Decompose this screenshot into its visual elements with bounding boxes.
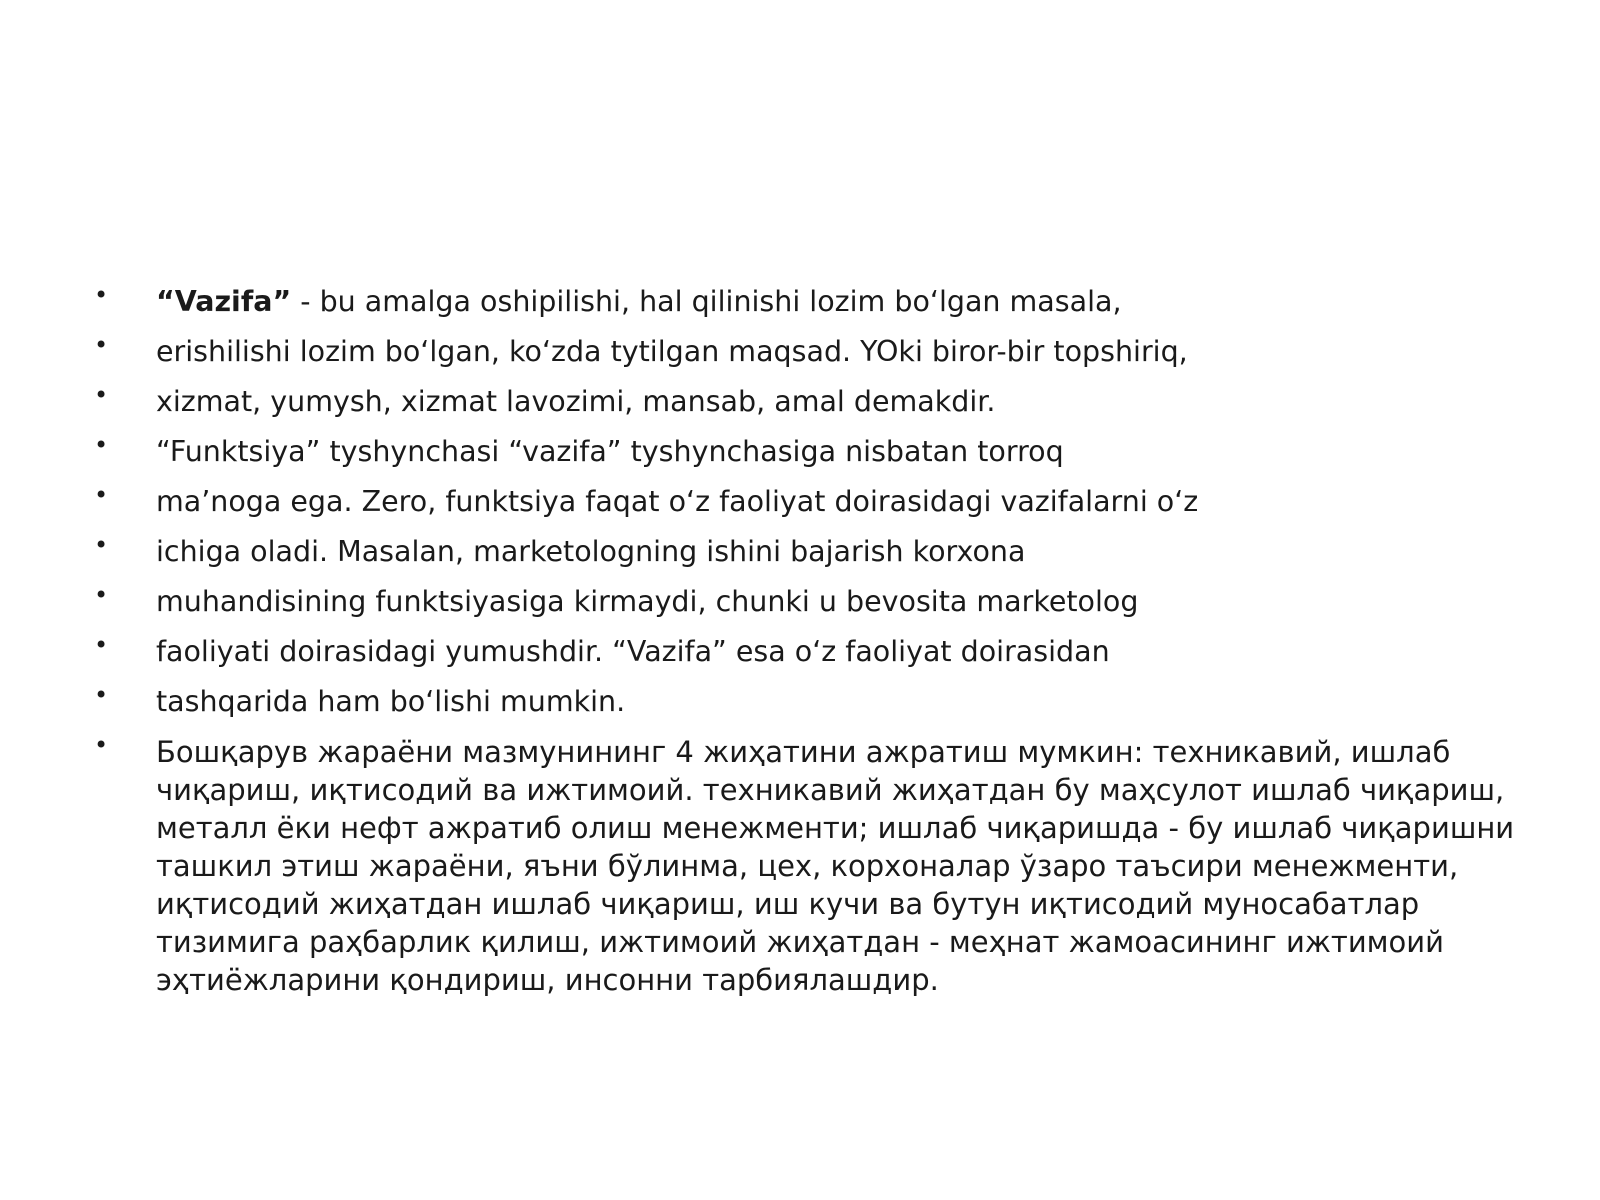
- bullet-item: [94, 433, 1524, 471]
- bullet-dot-icon: •: [94, 281, 109, 309]
- bullet-dot-icon: •: [94, 481, 109, 509]
- bullet-dot-icon: •: [94, 381, 109, 409]
- bullet-item: [94, 483, 1524, 521]
- bullet-item: [94, 633, 1524, 671]
- bullet-text: muhandisining funktsiyasiga kirmaydi, chunki u bevosita marketolog: [156, 585, 1139, 618]
- bullet-dot-icon: •: [94, 681, 109, 709]
- bullet-text: “Funktsiya” tyshynchasi “vazifa” tyshynchasiga nisbatan torroq: [156, 435, 1064, 468]
- bullet-text: [156, 283, 1524, 321]
- bullet-dot-icon: •: [94, 631, 109, 659]
- bullet-text: Бошқарув жараёни мазмунининг 4 жиҳатини ажратиш мумкин: техникавий, ишлаб чиқариш, иқтисодий ва ижтимоий. техникавий жиҳатдан бу маҳсулот ишлаб чиқариш, металл ёки нефт ажратиб олиш менежменти; ишлаб чиқаришда - бу ишлаб чиқаришни ташкил этиш жараёни, яъни бўлинма, цех, корхоналар ўзаро таъсири менежменти, иқтисодий жиҳатдан ишлаб чиқариш, иш кучи ва бутун иқтисодий муносабатлар тизимига раҳбарлик қилиш, ижтимоий жиҳатдан - меҳнат жамоасининг ижтимоий эҳтиёжларини қондириш, инсонни тарбиялашдир.: [156, 735, 1515, 997]
- bullet-text: ma’noga ega. Zero, funktsiya faqat o‘z faoliyat doirasidagi vazifalarni o‘z: [156, 485, 1199, 518]
- bullet-item: [94, 583, 1524, 621]
- bullet-text: erishilishi lozim bo‘lgan, ko‘zda tytilgan maqsad. YOki biror-bir topshiriq,: [156, 335, 1188, 368]
- bullet-item: [94, 283, 1524, 321]
- bullet-text-rest: - bu amalga oshipilishi, hal qilinishi lozim bo‘lgan masala,: [291, 285, 1122, 318]
- bullet-item: [94, 333, 1524, 371]
- bullet-dot-icon: •: [94, 731, 109, 759]
- bullet-text: faoliyati doirasidagi yumushdir. “Vazifa” esa o‘z faoliyat doirasidan: [156, 635, 1110, 668]
- bullet-list: [94, 283, 1524, 1011]
- bullet-text: ichiga oladi. Masalan, marketologning ishini bajarish korxona: [156, 535, 1026, 568]
- bullet-dot-icon: •: [94, 431, 109, 459]
- bold-term: “Vazifa”: [156, 285, 292, 318]
- bullet-dot-icon: •: [94, 531, 109, 559]
- bullet-text: tashqarida ham bo‘lishi mumkin.: [156, 685, 626, 718]
- bullet-text: xizmat, yumysh, xizmat lavozimi, mansab, amal demakdir.: [156, 385, 996, 418]
- bullet-dot-icon: •: [94, 331, 109, 359]
- bullet-item: [94, 683, 1524, 721]
- bullet-item: [94, 533, 1524, 571]
- bullet-item: [94, 383, 1524, 421]
- bullet-dot-icon: •: [94, 581, 109, 609]
- bullet-item: [94, 733, 1524, 999]
